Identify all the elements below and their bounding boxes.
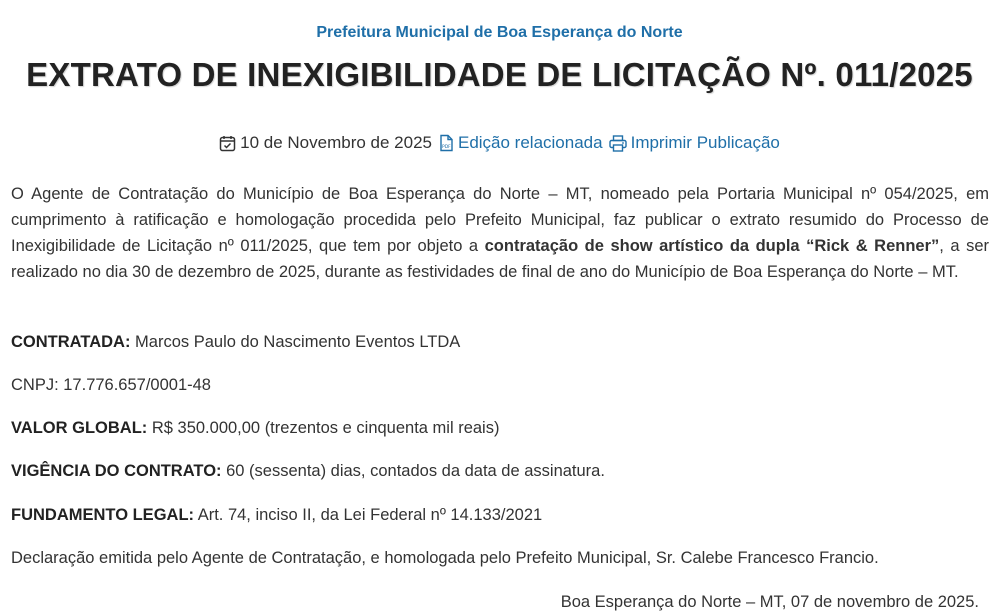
- date-text: 10 de Novembro de 2025: [240, 133, 432, 152]
- fundamento-legal-label: FUNDAMENTO LEGAL:: [11, 506, 195, 524]
- contratada-label: CONTRATADA:: [11, 333, 131, 351]
- intro-text-end: , a ser realizado no dia 30 de dezembro de 2025, durante as festividades de final de ano do Município de Boa Esperança do Norte – MT.: [11, 237, 989, 281]
- publication-meta: [0, 133, 999, 153]
- cnpj-field: CNPJ: 17.776.657/0001-48: [11, 376, 211, 394]
- svg-text:PDF: PDF: [441, 145, 451, 150]
- vigencia-label: VIGÊNCIA DO CONTRATO:: [11, 462, 222, 480]
- printer-icon: [609, 135, 627, 152]
- place-date-signature: Boa Esperança do Norte – MT, 07 de novembro de 2025.: [560, 593, 979, 611]
- fundamento-legal-value: Art. 74, inciso II, da Lei Federal nº 14.133/2021: [194, 506, 543, 524]
- page-title: EXTRATO DE INEXIGIBILIDADE DE LICITAÇÃO Nº. 011/2025: [26, 56, 973, 93]
- contratada-field: [11, 333, 460, 352]
- vigencia-value: 60 (sessenta) dias, contados da data de assinatura.: [221, 462, 605, 480]
- pdf-file-icon: [438, 134, 454, 152]
- related-edition-label: Edição relacionada: [457, 133, 603, 152]
- contratada-value: Marcos Paulo do Nascimento Eventos LTDA: [130, 333, 461, 351]
- related-edition-link[interactable]: [438, 133, 603, 153]
- valor-global-field: [11, 419, 499, 438]
- intro-paragraph: [11, 181, 989, 285]
- intro-text-start: O Agente de Contratação do Município de Boa Esperança do Norte – MT, nomeado pela Portaria Municipal nº 054/2025, em cumprimento à ratificação e homologação procedida pelo Prefeito Municipal, faz publicar o extrato resumido do Processo de Inexigibilidade de Licitação nº 011/2025, que tem por objeto a: [11, 185, 989, 255]
- print-label: Imprimir Publicação: [630, 133, 780, 152]
- organization-name: Prefeitura Municipal de Boa Esperança do Norte: [316, 24, 683, 41]
- fundamento-legal-field: [11, 506, 542, 525]
- valor-global-value: R$ 350.000,00 (trezentos e cinquenta mil reais): [147, 419, 500, 437]
- print-publication-link[interactable]: [609, 133, 780, 153]
- declaration-text: Declaração emitida pelo Agente de Contratação, e homologada pelo Prefeito Municipal, Sr. Calebe Francesco Francio.: [11, 549, 879, 567]
- vigencia-field: [11, 462, 605, 481]
- publication-date: [219, 133, 432, 153]
- valor-global-label: VALOR GLOBAL:: [11, 419, 148, 437]
- intro-object: contratação de show artístico da dupla “Rick & Renner”: [484, 237, 940, 255]
- calendar-icon: [219, 135, 236, 152]
